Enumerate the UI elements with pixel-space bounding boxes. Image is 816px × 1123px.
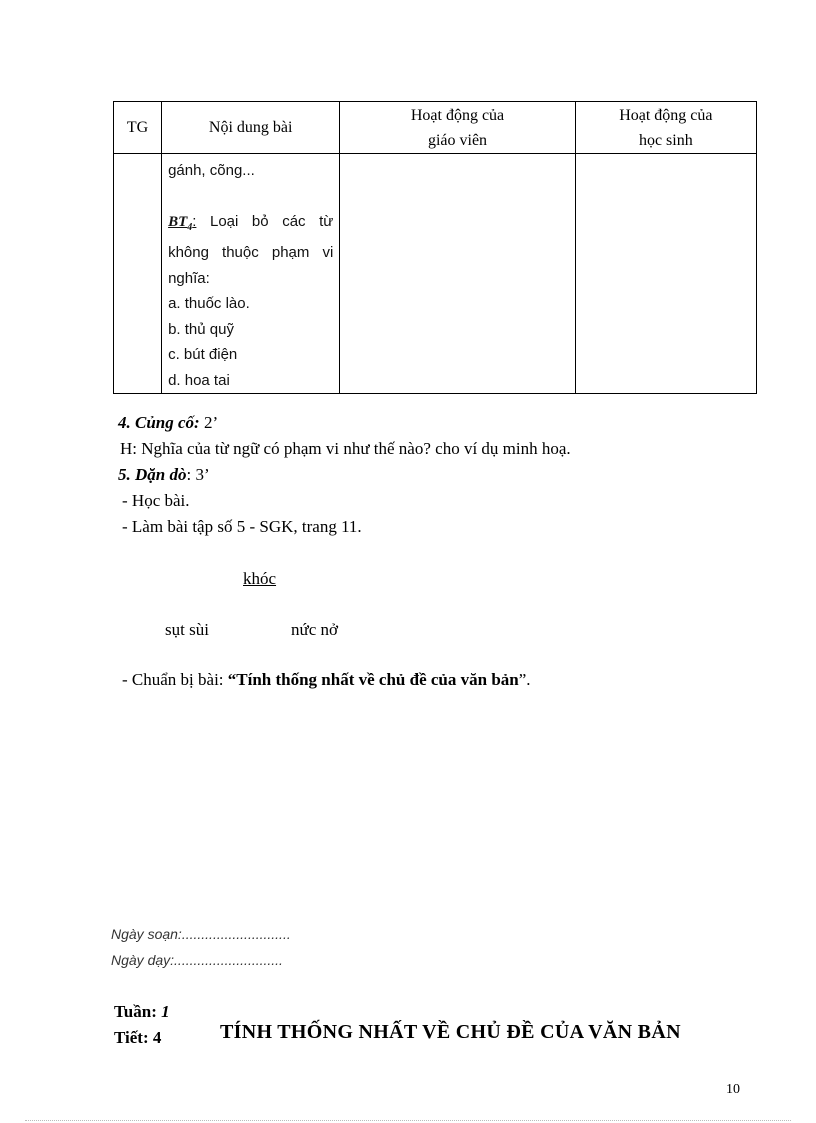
- option-c: c. bút điện: [168, 346, 238, 363]
- header-hoat-dong-gv: [340, 102, 575, 154]
- option-d: d. hoa tai: [168, 371, 230, 389]
- table-header-row: [114, 102, 757, 154]
- header-noi-dung: Nội dung bài: [162, 102, 340, 154]
- option-b: b. thủ quỹ: [168, 320, 234, 338]
- option-a: a. thuốc lào.: [168, 295, 250, 312]
- cung-co-question: H: Nghĩa của từ ngữ có phạm vi như thế nào? cho ví dụ minh hoạ.: [120, 439, 571, 458]
- header-hoat-dong-hs: [575, 102, 756, 154]
- tiet-label: Tiết: 4: [114, 1028, 162, 1047]
- cell-hoat-dong-hs: [575, 154, 756, 394]
- dan-do-item: - Học bài.: [122, 491, 190, 510]
- dan-do-item: - Làm bài tập số 5 - SGK, trang 11.: [122, 517, 362, 536]
- header-gv-line1: Hoạt động của: [410, 106, 505, 124]
- header-gv-line2: giáo viên: [427, 131, 488, 149]
- diagram-child: nức nở: [291, 620, 338, 639]
- page-number: 10: [726, 1082, 740, 1097]
- diagram-child: sụt sùi: [165, 620, 209, 639]
- table-row: [114, 154, 757, 394]
- diagram-root: khóc: [243, 569, 277, 588]
- lesson-table: [113, 101, 757, 394]
- cung-co-heading: 4. Củng cố: 2’: [118, 413, 219, 432]
- prepare-line: - Chuẩn bị bài: “Tính thống nhất về chủ đề của văn bản”.: [122, 670, 531, 689]
- cell-tg: [114, 154, 162, 394]
- bt-line3: nghĩa:: [168, 269, 210, 287]
- content-line: gánh, cõng...: [168, 162, 255, 179]
- lesson-title: TÍNH THỐNG NHẤT VỀ CHỦ ĐỀ CỦA VĂN BẢN: [220, 1021, 681, 1043]
- header-hs-line2: học sinh: [638, 131, 693, 149]
- dan-do-heading: 5. Dặn dò: 3’: [118, 465, 210, 484]
- cell-hoat-dong-gv: [340, 154, 575, 394]
- bt-label: $BT_4$: [168, 213, 193, 233]
- tuan-label: Tuần: 1: [114, 1002, 170, 1021]
- cell-noi-dung: [162, 154, 340, 394]
- footer-divider: [25, 1120, 791, 1121]
- header-hs-line1: Hoạt động của: [619, 106, 713, 124]
- bt-line1: $BT_4$: Loại bỏ các từ: [168, 212, 334, 233]
- ngay-soan: Ngày soạn:............................: [111, 926, 291, 942]
- bt-line2: không thuộc phạm vi: [168, 244, 334, 261]
- header-tg: TG: [114, 102, 162, 154]
- ngay-day: Ngày dạy:............................: [111, 952, 283, 968]
